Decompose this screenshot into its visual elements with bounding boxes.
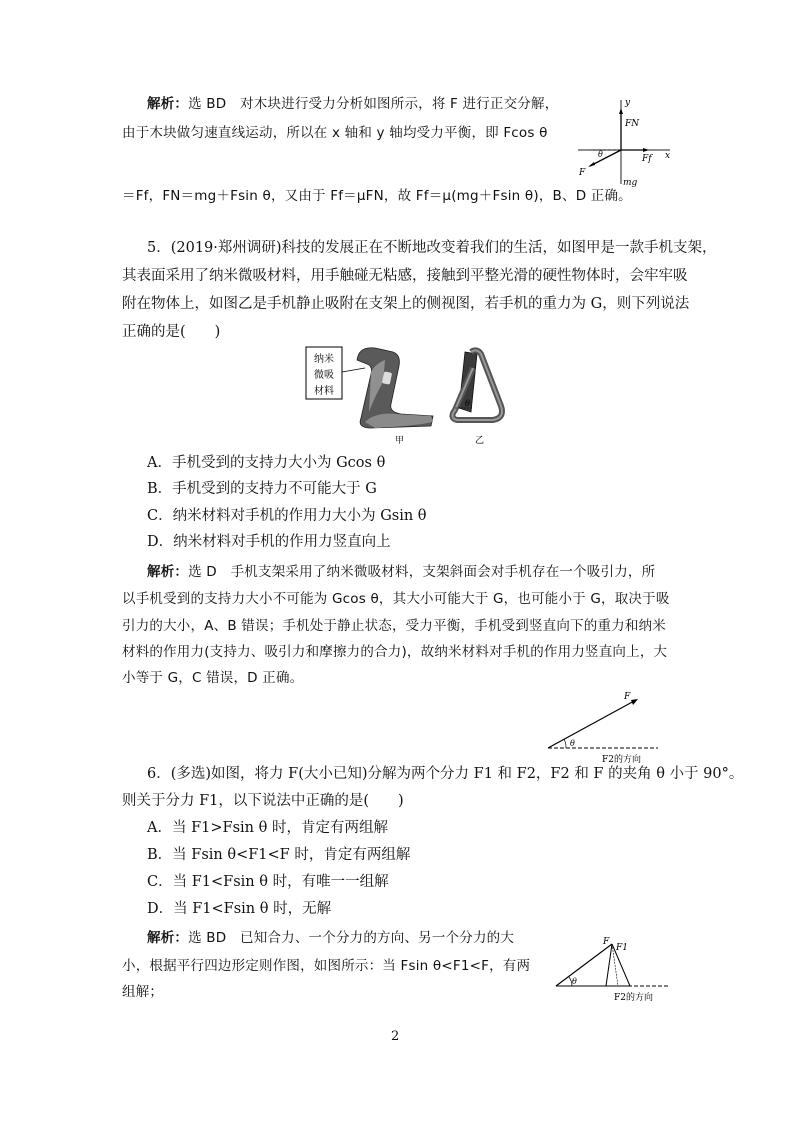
q6-option-c: C．当 F1<Fsin θ 时，有唯一一组解 — [147, 874, 389, 890]
q6-fig2-f: F — [603, 937, 610, 947]
q5-option-d: D．纳米材料对手机的作用力竖直向上 — [147, 534, 391, 550]
f-label: F — [579, 168, 586, 178]
fig-yi-label: 乙 — [475, 436, 485, 446]
q5-line3: 附在物体上，如图乙是手机静止吸附在支架上的侧视图，若手机的重力为 G，则下列说法 — [122, 296, 690, 312]
q6-fig1-f: F — [624, 692, 631, 702]
q6-fig2-theta: θ — [572, 977, 577, 986]
q6-fig1-theta: θ — [570, 739, 575, 748]
q5-option-c: C．纳米材料对手机的作用力大小为 Gsin θ — [147, 508, 427, 524]
axis-x-label: x — [665, 151, 671, 161]
fig-theta-label: θ — [465, 399, 470, 408]
q5-line1: 5．(2019·郑州调研)科技的发展正在不断地改变着我们的生活，如图甲是一款手机支架， — [147, 240, 717, 256]
fig-label-line1: 纳米 — [314, 354, 334, 365]
fig-label-line3: 材料 — [314, 386, 334, 397]
q6-fig1-dir: F2的方向 — [602, 755, 641, 765]
q6-option-b: B．当 Fsin θ<F1<F 时，肯定有两组解 — [147, 847, 411, 863]
sol4-line2: 由于木块做匀速直线运动，所以在 x 轴和 y 轴均受力平衡，即 Fcos θ — [122, 125, 548, 141]
q5-sol-line5: 小等于 G，C 错误，D 正确。 — [122, 670, 304, 686]
q6-line2: 则关于分力 F1，以下说法中正确的是( ) — [122, 793, 404, 809]
sol4-line1 — [147, 94, 558, 114]
mg-label: mg — [623, 178, 638, 188]
q6-sol-line3: 组解； — [122, 984, 164, 1000]
fig-label-line2: 微吸 — [314, 370, 334, 381]
sol4-label: 解析： — [147, 96, 189, 112]
q6-sol-label: 解析： — [147, 930, 189, 946]
ff-label: Ff — [642, 154, 652, 164]
q6-force-figure — [540, 688, 670, 768]
q6-fig2-dir: F2的方向 — [614, 993, 653, 1003]
q5-sol-line3: 引力的大小，A、B 错误；手机处于静止状态，受力平衡，手机受到竖直向下的重力和纳米 — [122, 618, 666, 634]
fn-label: FN — [625, 119, 640, 129]
axis-y-label: y — [625, 98, 631, 108]
q5-sol-line2: 以手机受到的支持力大小不可能为 Gcos θ，其大小可能大于 G，也可能小于 G，取决于吸 — [122, 591, 670, 607]
fig-jia-label: 甲 — [395, 436, 405, 446]
q6-option-d: D．当 F1<Fsin θ 时，无解 — [147, 901, 332, 917]
q6-sol-line2: 小，根据平行四边形定则作图，如图所示：当 Fsin θ<F1<F，有两 — [122, 958, 531, 974]
theta-label: θ — [598, 150, 603, 159]
q5-option-b: B．手机受到的支持力不可能大于 G — [147, 481, 377, 497]
q5-line4: 正确的是( ) — [122, 324, 221, 340]
sol4-line1-text: 选 BD 对木块进行受力分析如图所示，将 F 进行正交分解， — [188, 96, 559, 112]
q5-sol-line4: 材料的作用力(支持力、吸引力和摩擦力的合力)，故纳米材料对手机的作用力竖直向上，大 — [122, 644, 668, 660]
q5-sol-line1 — [147, 562, 655, 582]
sol4-line3: ＝Ff，FN＝mg＋Fsin θ，又由于 Ff＝μFN，故 Ff＝μ(mg＋Fsin θ)，B、D 正确。 — [122, 188, 632, 204]
q6-sol-line1 — [147, 928, 514, 948]
page-number: 2 — [391, 1029, 400, 1044]
sol4-force-diagram — [570, 96, 680, 191]
q5-sol-line1-text: 选 D 手机支架采用了纳米微吸材料，支架斜面会对手机存在一个吸引力，所 — [188, 564, 656, 580]
q5-line2: 其表面采用了纳米微吸材料，用手触碰无粘感，接触到平整光滑的硬性物体时，会牢牢吸 — [122, 268, 688, 284]
q6-sol-line1-text: 选 BD 已知合力、一个分力的方向、另一个分力的大 — [188, 930, 515, 946]
q6-fig2-f1: F1 — [616, 943, 628, 953]
q5-option-a: A．手机受到的支持力大小为 Gcos θ — [147, 455, 386, 471]
q6-line1: 6．(多选)如图，将力 F(大小已知)分解为两个分力 F1 和 F2，F2 和 F 的夹角 θ 小于 90°。 — [147, 766, 744, 782]
q6-solution-figure — [548, 934, 678, 1006]
q6-option-a: A．当 F1>Fsin θ 时，肯定有两组解 — [147, 820, 388, 836]
q5-phone-stand-figure — [305, 342, 515, 446]
q5-sol-label: 解析： — [147, 564, 189, 580]
